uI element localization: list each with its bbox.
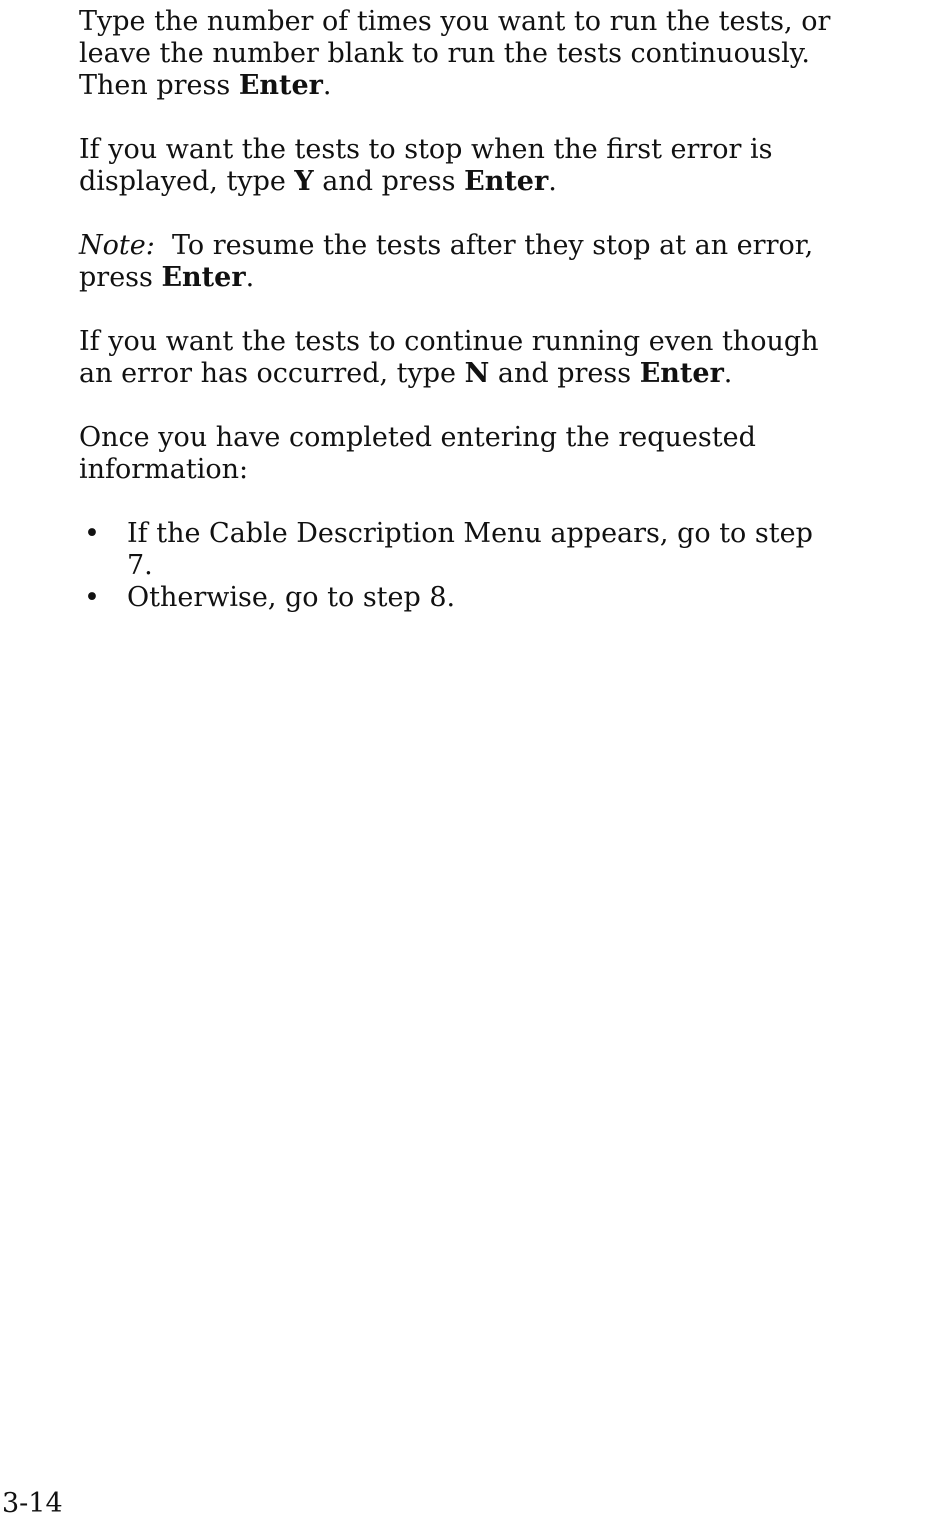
enter-key-label: Enter	[639, 358, 724, 389]
text-line: 7.	[127, 550, 153, 581]
enter-key-label: Enter	[161, 262, 246, 293]
paragraph-continue-on-error	[79, 326, 879, 390]
document-body	[79, 6, 879, 614]
text-line: information:	[79, 454, 249, 485]
text-line: If you want the tests to continue running even though	[79, 326, 819, 357]
text-line: Once you have completed entering the requested	[79, 422, 756, 453]
paragraph-completed-entry	[79, 422, 879, 486]
text-line: Note: To resume the tests after they stop at an error,	[79, 230, 814, 261]
text-line: press Enter.	[79, 262, 255, 293]
enter-key-label: Enter	[464, 166, 549, 197]
text-line: If the Cable Description Menu appears, go to step	[127, 518, 813, 549]
note-label: Note:	[79, 230, 155, 261]
list-item	[79, 582, 879, 614]
text-line: Otherwise, go to step 8.	[127, 582, 456, 613]
text-line: If you want the tests to stop when the first error is	[79, 134, 773, 165]
list-item	[79, 518, 879, 582]
bullet-icon: •	[84, 518, 100, 549]
text-line: leave the number blank to run the tests continuously.	[79, 38, 810, 69]
text-line: displayed, type Y and press Enter.	[79, 166, 557, 197]
page-number: 3-14	[2, 1488, 63, 1519]
paragraph-stop-on-error	[79, 134, 879, 198]
y-key-label: Y	[294, 166, 314, 197]
bullet-icon: •	[84, 582, 100, 613]
text-line: Type the number of times you want to run the tests, or	[79, 6, 831, 37]
note-resume-tests	[79, 230, 879, 294]
n-key-label: N	[464, 358, 490, 389]
text-line: Then press Enter.	[79, 70, 332, 101]
next-step-list	[79, 518, 879, 614]
paragraph-run-count	[79, 6, 879, 102]
text-line: an error has occurred, type N and press Enter.	[79, 358, 733, 389]
enter-key-label: Enter	[238, 70, 323, 101]
